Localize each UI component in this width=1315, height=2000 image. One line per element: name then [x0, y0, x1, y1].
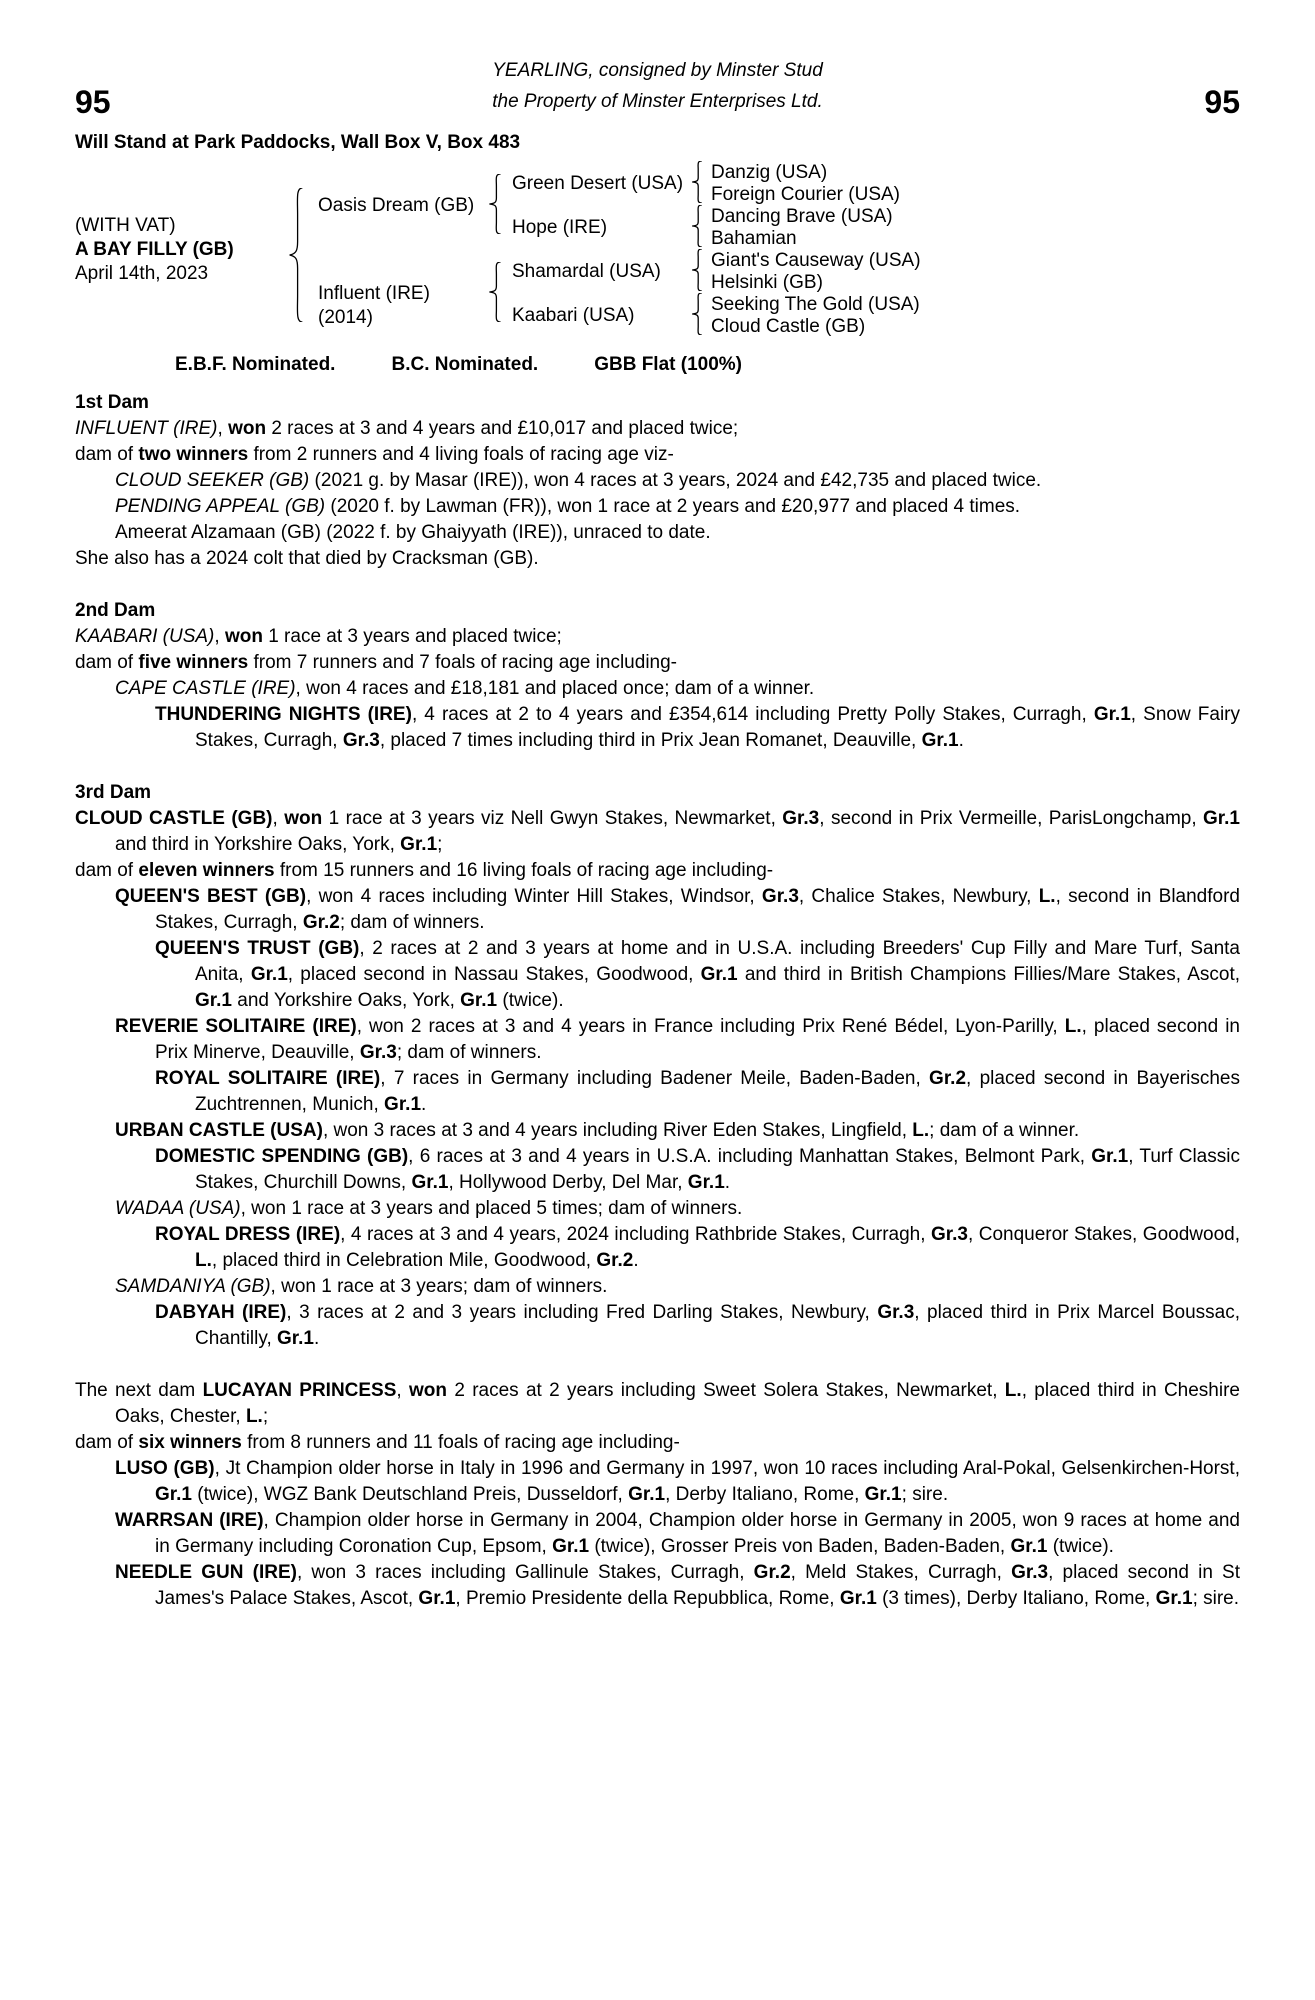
text-segment: , won 2 races at 3 and 4 years in France including Prix René Bédel, Lyon-Parilly,: [356, 1016, 1065, 1037]
text-segment: Gr.1: [418, 1588, 456, 1609]
text-segment: dam of: [75, 1432, 139, 1453]
pedigree-brace-gen3-2: [691, 205, 703, 247]
pedigree-paragraph: [75, 1222, 1240, 1274]
text-segment: Gr.1: [1010, 1536, 1048, 1557]
text-segment: 2 races at 3 and 4 years and £10,017 and placed twice;: [266, 418, 739, 439]
text-segment: WADAA (USA): [115, 1198, 241, 1219]
text-segment: Gr.1: [864, 1484, 902, 1505]
text-segment: , won 1 race at 3 years; dam of winners.: [270, 1276, 608, 1297]
text-segment: Gr.1: [1091, 1146, 1129, 1167]
text-segment: , 4 races at 2 to 4 years and £354,614 including Pretty Polly Stakes, Curragh,: [411, 704, 1094, 725]
dam-dam-name: Kaabari (USA): [512, 305, 635, 326]
sire-name: Oasis Dream (GB): [318, 195, 475, 216]
text-segment: , placed second in Prix Minerve, Deauville,: [155, 1016, 1240, 1063]
text-segment: ,: [217, 418, 229, 439]
text-segment: ,: [272, 808, 285, 829]
text-segment: SAMDANIYA (GB): [115, 1276, 271, 1297]
consignment-line: YEARLING, consigned by Minster Stud: [492, 60, 823, 81]
text-segment: and third in British Champions Fillies/Mare Stakes, Ascot,: [737, 964, 1240, 985]
text-segment: from 15 runners and 16 living foals of racing age including-: [274, 860, 774, 881]
text-segment: , 6 races at 3 and 4 years in U.S.A. including Manhattan Stakes, Belmont Park,: [408, 1146, 1092, 1167]
text-segment: 1 race at 3 years and placed twice;: [262, 626, 562, 647]
text-segment: ; dam of winners.: [396, 1042, 542, 1063]
text-segment: 2 races at 2 years including Sweet Solera Stakes, Newmarket,: [447, 1380, 1005, 1401]
text-segment: Gr.1: [277, 1328, 314, 1349]
lot-number-left: 95: [75, 84, 111, 120]
text-segment: L.: [245, 1406, 263, 1427]
section-heading: 3rd Dam: [75, 782, 152, 803]
foaling-date: April 14th, 2023: [75, 263, 209, 284]
text-segment: , 3 races at 2 and 3 years including Fred Darling Stakes, Newbury,: [286, 1302, 878, 1323]
text-segment: ,: [396, 1380, 409, 1401]
text-segment: , Turf Classic Stakes, Churchill Downs,: [195, 1146, 1240, 1193]
pedigree-chart: [75, 160, 1240, 344]
pedigree-paragraph: [75, 494, 1240, 520]
lot-number-row: [75, 84, 1240, 128]
text-segment: , placed third in Prix Marcel Boussac, Chantilly,: [195, 1302, 1240, 1349]
pedigree-brace-dam: [488, 262, 502, 322]
text-segment: , won 4 races including Winter Hill Stakes, Windsor,: [306, 886, 762, 907]
horse-name: A BAY FILLY (GB): [75, 239, 234, 260]
pedigree-paragraph: [75, 1144, 1240, 1196]
text-segment: ; dam of winners.: [339, 912, 485, 933]
text-segment: Gr.1: [250, 964, 288, 985]
pedigree-paragraph: [75, 1274, 1240, 1300]
nominations-row: [75, 352, 1240, 378]
text-segment: from 7 runners and 7 foals of racing age including-: [248, 652, 678, 673]
text-segment: Gr.1: [460, 990, 498, 1011]
text-segment: (2020 f. by Lawman (FR)), won 1 race at 2 years and £20,977 and placed 4 times.: [325, 496, 1021, 517]
text-segment: , Jt Champion older horse in Italy in 1996 and Germany in 1997, won 10 races including Aral-Pokal, Gelsenkirchen-Horst,: [214, 1458, 1240, 1479]
text-segment: , Champion older horse in Germany in 2004, Champion older horse in Germany in 2005, won 9 races at home and in Germany including Coronation Cup, Epsom,: [155, 1510, 1240, 1557]
text-segment: , Conqueror Stakes, Goodwood,: [967, 1224, 1240, 1245]
pedigree-paragraph: [75, 1560, 1240, 1612]
pedigree-paragraph: [75, 1378, 1240, 1430]
text-segment: .: [633, 1250, 639, 1271]
text-segment: Gr.3: [930, 1224, 968, 1245]
text-segment: THUNDERING NIGHTS (IRE): [155, 704, 412, 725]
text-segment: Gr.1: [552, 1536, 590, 1557]
property-line: the Property of Minster Enterprises Ltd.: [492, 91, 823, 112]
text-segment: She also has a 2024 colt that died by Cracksman (GB).: [75, 548, 539, 569]
pedigree-paragraph: [75, 1014, 1240, 1066]
pedigree-paragraph: [75, 1196, 1240, 1222]
pedigree-paragraph: [75, 858, 1240, 884]
sire-dam-sire-name: Dancing Brave (USA): [711, 206, 893, 227]
text-segment: , won 4 races and £18,181 and placed once; dam of a winner.: [295, 678, 815, 699]
text-segment: Gr.3: [782, 808, 820, 829]
sire-sire-name: Green Desert (USA): [512, 173, 684, 194]
text-segment: QUEEN'S TRUST (GB): [155, 938, 360, 959]
text-segment: won: [228, 418, 267, 439]
text-segment: Gr.1: [1093, 704, 1131, 725]
pedigree-paragraph: [75, 416, 1240, 442]
pedigree-brace-gen3-3: [691, 249, 703, 291]
text-segment: ; sire.: [1192, 1588, 1240, 1609]
text-segment: (2021 g. by Masar (IRE)), won 4 races at 3 years, 2024 and £42,735 and placed twice.: [309, 470, 1042, 491]
text-segment: (twice), Grosser Preis von Baden, Baden-Baden,: [589, 1536, 1011, 1557]
pedigree-paragraph: [75, 806, 1240, 858]
text-segment: , 4 races at 3 and 4 years, 2024 including Rathbride Stakes, Curragh,: [340, 1224, 931, 1245]
text-segment: , won 1 race at 3 years and placed 5 times; dam of winners.: [240, 1198, 743, 1219]
text-segment: , Hollywood Derby, Del Mar,: [448, 1172, 688, 1193]
text-segment: KAABARI (USA): [75, 626, 215, 647]
text-segment: , placed second in Bayerisches Zuchtrennen, Munich,: [195, 1068, 1240, 1115]
text-segment: , placed second in St James's Palace Stakes, Ascot,: [155, 1562, 1241, 1609]
text-segment: , placed second in Nassau Stakes, Goodwood,: [287, 964, 701, 985]
text-segment: PENDING APPEAL (GB): [115, 496, 326, 517]
text-segment: , placed third in Cheshire Oaks, Chester,: [115, 1380, 1240, 1427]
pedigree-paragraph: [75, 1300, 1240, 1352]
text-segment: , placed third in Celebration Mile, Goodwood,: [211, 1250, 597, 1271]
text-segment: Gr.1: [700, 964, 738, 985]
text-segment: , Premio Presidente della Repubblica, Rome,: [455, 1588, 840, 1609]
text-segment: DOMESTIC SPENDING (GB): [155, 1146, 409, 1167]
text-segment: , 7 races in Germany including Badener Meile, Baden-Baden,: [380, 1068, 930, 1089]
text-segment: two winners: [138, 444, 249, 465]
pedigree-paragraph: [75, 702, 1240, 754]
text-segment: .: [724, 1172, 731, 1193]
text-segment: LUSO (GB): [115, 1458, 215, 1479]
dam-name: Influent (IRE): [318, 283, 430, 304]
dam-dam-dam-name: Cloud Castle (GB): [711, 316, 866, 337]
dam-section: [75, 1378, 1240, 1612]
text-segment: ; sire.: [901, 1484, 949, 1505]
dam-dam-sire-name: Seeking The Gold (USA): [711, 294, 920, 315]
text-segment: The next dam: [75, 1380, 203, 1401]
dam-section: [75, 598, 1240, 754]
text-segment: , 2 races at 2 and 3 years at home and in U.S.A. including Breeders' Cup Filly and Mare Turf, Santa Anita,: [195, 938, 1240, 985]
text-segment: five winners: [138, 652, 249, 673]
text-segment: DABYAH (IRE): [155, 1302, 287, 1323]
text-segment: Gr.1: [1155, 1588, 1193, 1609]
text-segment: and Yorkshire Oaks, York,: [231, 990, 461, 1011]
pedigree-paragraph: [75, 1066, 1240, 1118]
text-segment: REVERIE SOLITAIRE (IRE): [115, 1016, 357, 1037]
text-segment: Gr.1: [400, 834, 438, 855]
text-segment: .: [421, 1094, 427, 1115]
sire-sire-sire-name: Danzig (USA): [711, 162, 828, 183]
sire-dam-name: Hope (IRE): [512, 217, 608, 238]
text-segment: Gr.3: [877, 1302, 915, 1323]
text-segment: LUCAYAN PRINCESS: [202, 1380, 397, 1401]
pedigree-paragraph: [75, 520, 1240, 546]
text-segment: Gr.1: [921, 730, 959, 751]
text-segment: Gr.1: [1203, 808, 1241, 829]
text-segment: NEEDLE GUN (IRE): [115, 1562, 297, 1583]
dam-sire-sire-name: Giant's Causeway (USA): [711, 250, 921, 271]
pedigree-paragraph: [75, 468, 1240, 494]
text-segment: Gr.2: [596, 1250, 634, 1271]
pedigree-brace-gen3-4: [691, 293, 703, 335]
text-segment: Gr.1: [628, 1484, 666, 1505]
pedigree-paragraph: [75, 546, 1240, 572]
pedigree-paragraph: [75, 1508, 1240, 1560]
text-segment: Gr.1: [155, 1484, 192, 1505]
text-segment: Gr.1: [411, 1172, 449, 1193]
pedigree-paragraph: [75, 650, 1240, 676]
text-segment: Gr.3: [761, 886, 799, 907]
bc-nomination: B.C. Nominated.: [391, 354, 539, 375]
dam-section: [75, 780, 1240, 1352]
text-segment: dam of: [75, 652, 139, 673]
text-segment: won: [284, 808, 323, 829]
text-segment: eleven winners: [138, 860, 275, 881]
text-segment: L.: [1038, 886, 1056, 907]
text-segment: , Meld Stakes, Curragh,: [790, 1562, 1012, 1583]
pedigree-paragraph: [75, 624, 1240, 650]
pedigree-paragraph: [75, 442, 1240, 468]
pedigree-paragraph: [75, 884, 1240, 936]
text-segment: L.: [1004, 1380, 1022, 1401]
text-segment: (twice).: [497, 990, 564, 1011]
text-segment: ROYAL SOLITAIRE (IRE): [155, 1068, 381, 1089]
text-segment: Gr.3: [359, 1042, 397, 1063]
text-segment: (twice).: [1047, 1536, 1114, 1557]
text-segment: ROYAL DRESS (IRE): [155, 1224, 341, 1245]
vat-note: (WITH VAT): [75, 215, 176, 236]
dam-section: [75, 390, 1240, 572]
text-segment: Gr.1: [687, 1172, 725, 1193]
dam-year: (2014): [318, 307, 373, 328]
text-segment: and third in Yorkshire Oaks, York,: [115, 834, 401, 855]
pedigree-brace-gen3-1: [691, 161, 703, 203]
text-segment: (twice), WGZ Bank Deutschland Preis, Dusseldorf,: [191, 1484, 629, 1505]
text-segment: six winners: [138, 1432, 242, 1453]
pedigree-paragraph: [75, 1118, 1240, 1144]
text-segment: dam of: [75, 860, 139, 881]
text-segment: QUEEN'S BEST (GB): [115, 886, 307, 907]
text-segment: from 2 runners and 4 living foals of racing age viz-: [248, 444, 674, 465]
pedigree-brace-gen1: [288, 188, 304, 322]
text-segment: Gr.3: [1011, 1562, 1049, 1583]
text-segment: ;: [437, 834, 443, 855]
text-segment: L.: [912, 1120, 930, 1141]
text-segment: (3 times), Derby Italiano, Rome,: [876, 1588, 1156, 1609]
text-segment: , second in Blandford Stakes, Curragh,: [155, 886, 1240, 933]
text-segment: .: [314, 1328, 320, 1349]
text-segment: won: [409, 1380, 447, 1401]
lot-number-right: 95: [1204, 84, 1240, 120]
text-segment: Gr.2: [929, 1068, 967, 1089]
sire-sire-dam-name: Foreign Courier (USA): [711, 184, 900, 205]
text-segment: ;: [262, 1406, 269, 1427]
text-segment: dam of: [75, 444, 139, 465]
text-segment: Ameerat Alzamaan (GB) (2022 f. by Ghaiyyath (IRE)), unraced to date.: [115, 522, 711, 543]
text-segment: Gr.1: [839, 1588, 877, 1609]
text-segment: ,: [214, 626, 225, 647]
text-segment: won: [224, 626, 263, 647]
text-segment: CAPE CASTLE (IRE): [115, 678, 296, 699]
text-segment: CLOUD SEEKER (GB): [115, 470, 310, 491]
text-segment: Gr.2: [302, 912, 340, 933]
section-heading: 1st Dam: [75, 392, 149, 413]
pedigree-sections: [75, 390, 1240, 1612]
text-segment: CLOUD CASTLE (GB): [75, 808, 273, 829]
text-segment: WARRSAN (IRE): [115, 1510, 264, 1531]
text-segment: L.: [1064, 1016, 1082, 1037]
pedigree-paragraph: [75, 1456, 1240, 1508]
pedigree-paragraph: [75, 1430, 1240, 1456]
stand-location-line: Will Stand at Park Paddocks, Wall Box V, Box 483: [75, 132, 521, 153]
text-segment: , won 3 races including Gallinule Stakes, Curragh,: [296, 1562, 754, 1583]
dam-sire-name: Shamardal (USA): [512, 261, 661, 282]
text-segment: ; dam of a winner.: [929, 1120, 1080, 1141]
sire-dam-dam-name: Bahamian: [711, 228, 797, 249]
text-segment: Gr.3: [342, 730, 380, 751]
text-segment: INFLUENT (IRE): [75, 418, 218, 439]
text-segment: .: [958, 730, 964, 751]
text-segment: Gr.2: [753, 1562, 791, 1583]
text-segment: L.: [195, 1250, 212, 1271]
pedigree-paragraph: [75, 676, 1240, 702]
section-heading: 2nd Dam: [75, 600, 156, 621]
ebf-nomination: E.B.F. Nominated.: [175, 354, 336, 375]
text-segment: from 8 runners and 11 foals of racing age including-: [241, 1432, 680, 1453]
text-segment: , Snow Fairy Stakes, Curragh,: [195, 704, 1240, 751]
pedigree-paragraph: [75, 936, 1240, 1014]
pedigree-brace-sire: [488, 174, 502, 234]
text-segment: URBAN CASTLE (USA): [115, 1120, 323, 1141]
dam-sire-dam-name: Helsinki (GB): [711, 272, 823, 293]
text-segment: , Derby Italiano, Rome,: [665, 1484, 865, 1505]
text-segment: , second in Prix Vermeille, ParisLongchamp,: [819, 808, 1204, 829]
text-segment: Gr.1: [384, 1094, 422, 1115]
text-segment: , placed 7 times including third in Prix Jean Romanet, Deauville,: [379, 730, 922, 751]
text-segment: Gr.1: [195, 990, 232, 1011]
text-segment: 1 race at 3 years viz Nell Gwyn Stakes, Newmarket,: [322, 808, 783, 829]
gbb-nomination: GBB Flat (100%): [594, 354, 743, 375]
text-segment: , Chalice Stakes, Newbury,: [798, 886, 1039, 907]
text-segment: , won 3 races at 3 and 4 years including River Eden Stakes, Lingfield,: [322, 1120, 913, 1141]
